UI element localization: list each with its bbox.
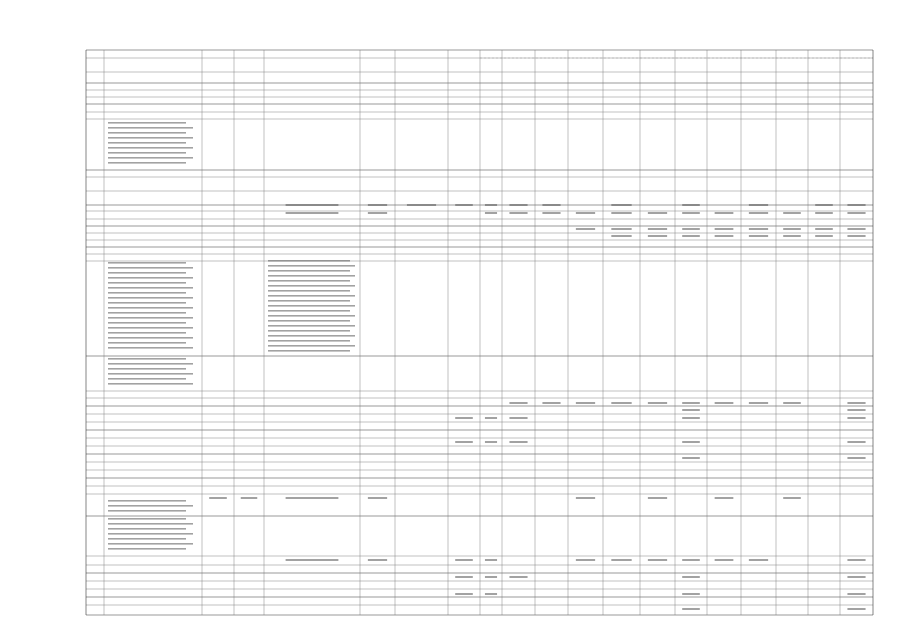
illegible-mark — [847, 402, 865, 404]
illegible-text-line — [268, 295, 355, 297]
illegible-mark — [509, 417, 527, 419]
illegible-mark — [682, 417, 700, 419]
illegible-text-line — [108, 307, 193, 309]
illegible-text-line — [108, 363, 193, 365]
illegible-mark — [455, 441, 473, 443]
illegible-mark — [749, 204, 768, 206]
illegible-mark — [286, 497, 339, 499]
illegible-mark — [509, 212, 527, 214]
illegible-text-line — [268, 330, 350, 332]
illegible-mark — [455, 593, 473, 595]
illegible-mark — [509, 402, 527, 404]
illegible-text-line — [108, 538, 186, 540]
illegible-mark — [455, 559, 473, 561]
illegible-mark — [749, 402, 768, 404]
illegible-text-line — [268, 315, 355, 317]
illegible-mark — [455, 417, 473, 419]
illegible-mark — [847, 212, 865, 214]
illegible-mark — [485, 441, 497, 443]
illegible-text-line — [108, 327, 193, 329]
illegible-text-line — [268, 350, 350, 352]
illegible-text-line — [108, 287, 193, 289]
illegible-text-line — [108, 518, 186, 520]
illegible-text-line — [108, 312, 186, 314]
illegible-mark — [847, 228, 865, 230]
illegible-mark — [286, 559, 339, 561]
illegible-mark — [209, 497, 227, 499]
illegible-mark — [648, 559, 667, 561]
illegible-text-line — [108, 297, 193, 299]
illegible-mark — [682, 228, 700, 230]
illegible-text-line — [268, 325, 355, 327]
illegible-mark — [485, 204, 497, 206]
illegible-mark — [648, 402, 667, 404]
illegible-text-line — [108, 127, 193, 129]
illegible-text-line — [268, 320, 350, 322]
illegible-text-line — [108, 142, 186, 144]
illegible-text-line — [108, 510, 186, 512]
illegible-mark — [542, 402, 560, 404]
illegible-mark — [611, 212, 631, 214]
illegible-text-line — [108, 322, 186, 324]
illegible-mark — [783, 497, 801, 499]
illegible-text-line — [108, 277, 193, 279]
illegible-mark — [648, 497, 667, 499]
illegible-text-line — [268, 340, 350, 342]
illegible-mark — [286, 212, 339, 214]
illegible-text-line — [268, 310, 350, 312]
illegible-mark — [815, 204, 833, 206]
illegible-mark — [485, 576, 497, 578]
illegible-mark — [682, 441, 700, 443]
illegible-mark — [241, 497, 258, 499]
illegible-mark — [368, 559, 387, 561]
illegible-text-line — [108, 162, 186, 164]
illegible-text-line — [268, 300, 350, 302]
illegible-mark — [611, 402, 631, 404]
illegible-mark — [783, 402, 801, 404]
illegible-text-line — [268, 265, 355, 267]
illegible-mark — [847, 417, 865, 419]
illegible-mark — [509, 204, 527, 206]
illegible-mark — [611, 204, 631, 206]
illegible-mark — [682, 608, 700, 610]
illegible-text-line — [268, 260, 350, 262]
illegible-mark — [485, 559, 497, 561]
illegible-mark — [509, 576, 527, 578]
illegible-mark — [783, 228, 801, 230]
illegible-mark — [682, 409, 700, 411]
illegible-mark — [749, 212, 768, 214]
illegible-mark — [286, 204, 339, 206]
illegible-text-line — [268, 290, 350, 292]
illegible-mark — [682, 235, 700, 237]
illegible-mark — [847, 608, 865, 610]
illegible-mark — [682, 576, 700, 578]
illegible-mark — [815, 212, 833, 214]
illegible-mark — [455, 576, 473, 578]
illegible-text-line — [108, 533, 193, 535]
illegible-text-line — [108, 282, 186, 284]
illegible-text-line — [108, 332, 186, 334]
illegible-mark — [715, 497, 734, 499]
illegible-mark — [715, 212, 734, 214]
illegible-text-line — [108, 528, 186, 530]
illegible-mark — [682, 457, 700, 459]
illegible-mark — [783, 212, 801, 214]
illegible-text-line — [108, 147, 193, 149]
illegible-text-line — [108, 302, 186, 304]
table-column-lines — [86, 50, 873, 615]
illegible-text-line — [268, 335, 355, 337]
illegible-mark — [749, 228, 768, 230]
illegible-mark — [611, 228, 631, 230]
illegible-text-line — [108, 317, 193, 319]
illegible-mark — [368, 212, 387, 214]
illegible-mark — [368, 204, 387, 206]
illegible-mark — [682, 204, 700, 206]
table-row-lines — [86, 50, 873, 615]
illegible-text-line — [108, 157, 193, 159]
illegible-text-line — [108, 358, 186, 360]
illegible-text-line — [108, 378, 186, 380]
illegible-mark — [485, 417, 497, 419]
illegible-text-line — [108, 548, 186, 550]
illegible-mark — [815, 228, 833, 230]
illegible-mark — [485, 212, 497, 214]
illegible-cell-marks — [108, 122, 866, 610]
illegible-mark — [847, 409, 865, 411]
illegible-mark — [682, 212, 700, 214]
illegible-text-line — [268, 280, 350, 282]
illegible-mark — [847, 576, 865, 578]
illegible-mark — [847, 441, 865, 443]
illegible-mark — [485, 593, 497, 595]
illegible-text-line — [268, 305, 355, 307]
illegible-mark — [455, 204, 473, 206]
illegible-mark — [749, 235, 768, 237]
illegible-text-line — [108, 543, 193, 545]
illegible-text-line — [108, 505, 193, 507]
illegible-text-line — [108, 152, 186, 154]
illegible-mark — [576, 212, 595, 214]
illegible-mark — [368, 497, 387, 499]
illegible-mark — [576, 559, 595, 561]
illegible-text-line — [268, 345, 355, 347]
illegible-mark — [847, 559, 865, 561]
illegible-mark — [682, 593, 700, 595]
illegible-mark — [576, 228, 595, 230]
illegible-text-line — [108, 337, 193, 339]
illegible-mark — [847, 204, 865, 206]
illegible-text-line — [108, 383, 193, 385]
illegible-text-line — [108, 262, 186, 264]
illegible-mark — [509, 441, 527, 443]
illegible-mark — [715, 559, 734, 561]
illegible-mark — [407, 204, 436, 206]
illegible-text-line — [108, 137, 193, 139]
illegible-text-line — [108, 373, 193, 375]
illegible-mark — [847, 235, 865, 237]
illegible-text-line — [268, 285, 355, 287]
illegible-mark — [611, 559, 631, 561]
illegible-mark — [648, 212, 667, 214]
illegible-mark — [815, 235, 833, 237]
illegible-text-line — [108, 500, 186, 502]
illegible-text-line — [268, 275, 355, 277]
illegible-text-line — [108, 132, 186, 134]
illegible-mark — [542, 212, 560, 214]
illegible-mark — [611, 235, 631, 237]
illegible-mark — [542, 204, 560, 206]
illegible-mark — [715, 228, 734, 230]
illegible-text-line — [268, 270, 350, 272]
illegible-mark — [847, 593, 865, 595]
illegible-mark — [682, 402, 700, 404]
illegible-mark — [749, 559, 768, 561]
illegible-text-line — [108, 347, 193, 349]
illegible-mark — [715, 235, 734, 237]
illegible-mark — [715, 402, 734, 404]
illegible-text-line — [108, 292, 186, 294]
illegible-mark — [576, 497, 595, 499]
illegible-mark — [847, 457, 865, 459]
illegible-text-line — [108, 122, 186, 124]
illegible-text-line — [108, 272, 186, 274]
illegible-mark — [648, 235, 667, 237]
illegible-text-line — [108, 342, 186, 344]
illegible-text-line — [108, 523, 193, 525]
illegible-mark — [648, 228, 667, 230]
illegible-mark — [682, 559, 700, 561]
illegible-text-line — [108, 267, 193, 269]
illegible-mark — [576, 402, 595, 404]
illegible-mark — [783, 235, 801, 237]
illegible-text-line — [108, 368, 186, 370]
